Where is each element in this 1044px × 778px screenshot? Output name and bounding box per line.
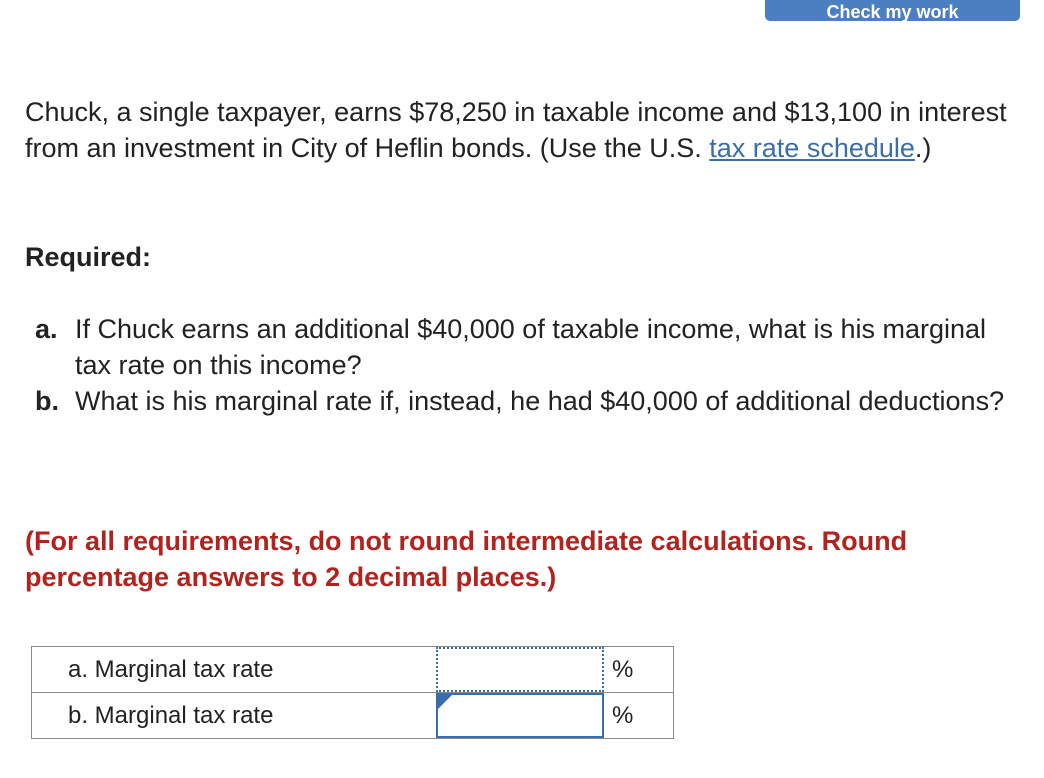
requirement-letter: a. bbox=[35, 314, 58, 344]
question-text-part2: .) bbox=[914, 133, 932, 163]
check-my-work-button[interactable]: Check my work bbox=[765, 0, 1020, 21]
requirement-text: If Chuck earns an additional $40,000 of taxable income, what is his marginal tax rate on this income? bbox=[75, 314, 987, 380]
requirement-letter: b. bbox=[35, 386, 59, 416]
required-heading: Required: bbox=[25, 242, 152, 272]
requirement-item-b bbox=[25, 383, 1015, 419]
answer-cell-a[interactable] bbox=[436, 647, 604, 692]
percent-unit: % bbox=[612, 656, 634, 683]
table-row bbox=[32, 693, 673, 738]
table-row bbox=[32, 647, 673, 693]
marginal-rate-a-input[interactable] bbox=[438, 649, 602, 690]
rounding-instruction: (For all requirements, do not round intermediate calculations. Round percentage answers to 2 decimal places.) bbox=[25, 526, 908, 592]
row-label: b. Marginal tax rate bbox=[68, 702, 274, 729]
row-label: a. Marginal tax rate bbox=[68, 656, 274, 683]
requirement-text: What is his marginal rate if, instead, he had $40,000 of additional deductions? bbox=[75, 386, 1005, 416]
requirements-list bbox=[25, 311, 1015, 419]
percent-unit: % bbox=[612, 702, 634, 729]
answer-table bbox=[31, 646, 674, 739]
question-text-part1: Chuck, a single taxpayer, earns $78,250 in taxable income and $13,100 in interest from an investment in City of Heflin bonds. (Use the U.S. bbox=[25, 97, 1007, 163]
answer-cell-b[interactable] bbox=[436, 693, 604, 738]
marginal-rate-b-input[interactable] bbox=[438, 695, 602, 736]
question-text bbox=[25, 94, 1015, 166]
tax-rate-schedule-link[interactable]: tax rate schedule bbox=[709, 133, 915, 163]
requirement-item-a bbox=[25, 311, 1015, 383]
